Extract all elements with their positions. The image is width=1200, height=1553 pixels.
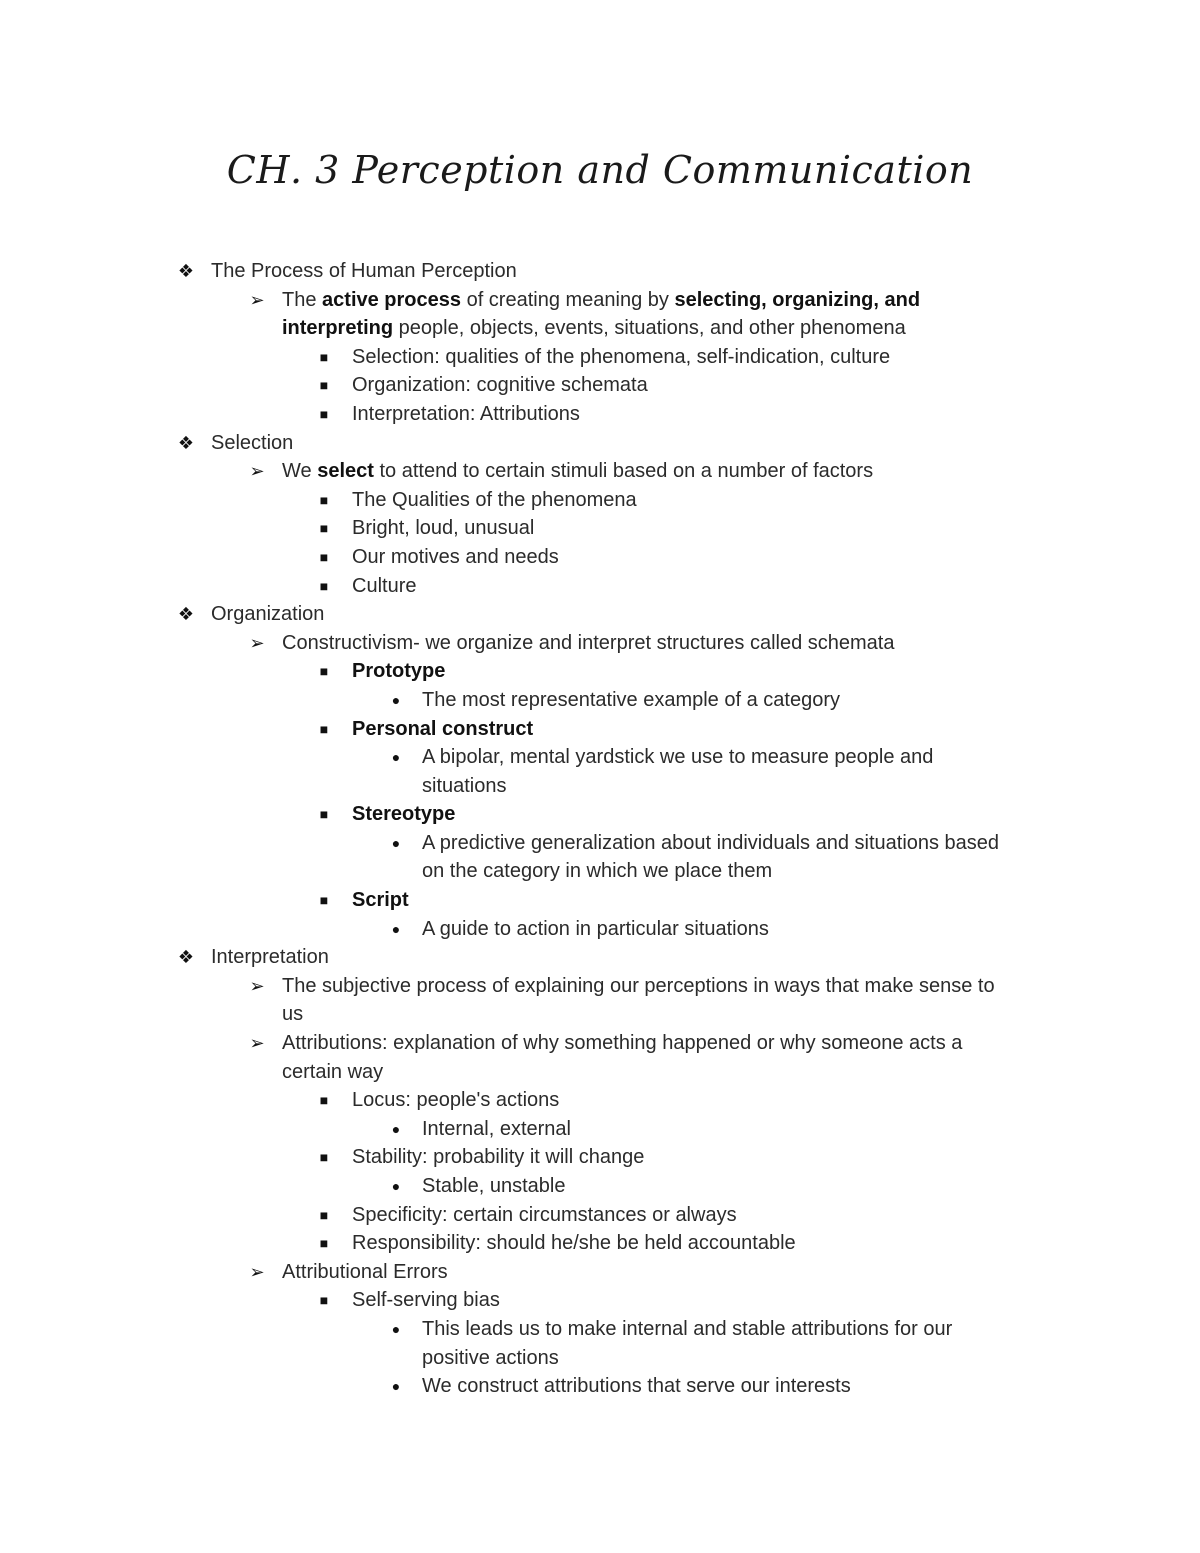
- dot-bullet-icon: ●: [391, 749, 401, 766]
- list-item: [0, 257, 1200, 286]
- list-item: ■ Our motives and needs: [0, 543, 1200, 572]
- dot-bullet-icon: ●: [391, 691, 401, 708]
- term: Prototype: [352, 660, 446, 683]
- list-item: [0, 429, 1200, 458]
- arrow-bullet-icon: ➢: [249, 632, 265, 653]
- square-bullet-icon: ■: [319, 520, 329, 537]
- diamond-bullet-icon: ❖: [177, 261, 195, 281]
- list-item: ● We construct attributions that serve our interests: [0, 1372, 1200, 1401]
- square-bullet-icon: ■: [319, 377, 329, 394]
- list-item: ■ Bright, loud, unusual: [0, 514, 1200, 543]
- list-item: ● A guide to action in particular situations: [0, 915, 1200, 944]
- square-bullet-icon: ■: [319, 892, 329, 909]
- list-item-continuation: on the category in which we place them: [422, 860, 773, 883]
- dot-bullet-icon: ●: [391, 834, 401, 851]
- list-item: [0, 800, 1200, 829]
- list-item: ■ Specificity: certain circumstances or always: [0, 1201, 1200, 1230]
- section-heading: The Process of Human Perception: [211, 260, 517, 282]
- list-item: [0, 457, 1200, 486]
- square-bullet-icon: ■: [319, 663, 329, 680]
- list-item: [0, 657, 1200, 686]
- diamond-bullet-icon: ❖: [177, 432, 195, 453]
- list-item: ■ The Qualities of the phenomena: [0, 486, 1200, 515]
- square-bullet-icon: ■: [319, 1235, 329, 1252]
- diamond-bullet-icon: ❖: [177, 604, 195, 625]
- list-item: ■ Self-serving bias: [0, 1286, 1200, 1315]
- list-item: ■ Responsibility: should he/she be held accountable: [0, 1229, 1200, 1258]
- definition-text: interpreting people, objects, events, situations, and other phenomena: [282, 317, 906, 340]
- square-bullet-icon: ■: [319, 1092, 329, 1109]
- square-bullet-icon: ■: [319, 720, 329, 737]
- square-bullet-icon: ■: [319, 1292, 329, 1309]
- list-item: ■ Locus: people's actions: [0, 1086, 1200, 1115]
- list-item: ■ Selection: qualities of the phenomena, self-indication, culture: [0, 343, 1200, 372]
- arrow-bullet-icon: ➢: [249, 289, 265, 310]
- list-item: [0, 886, 1200, 915]
- page-title: CH. 3 Perception and Communication: [226, 148, 974, 192]
- list-item: ➢ Constructivism- we organize and interpret structures called schemata: [0, 629, 1200, 658]
- dot-bullet-icon: ●: [391, 1178, 401, 1194]
- term: Script: [352, 889, 409, 912]
- list-item: [0, 600, 1200, 629]
- list-item: ● This leads us to make internal and stable attributions for our: [0, 1315, 1200, 1344]
- list-item: [0, 943, 1200, 972]
- list-item-continuation: positive actions: [422, 1346, 559, 1369]
- arrow-bullet-icon: ➢: [249, 1033, 265, 1054]
- outline: [0, 257, 1200, 1401]
- arrow-bullet-icon: ➢: [249, 975, 265, 996]
- list-item: ➢ Attributions: explanation of why something happened or why someone acts a: [0, 1029, 1200, 1058]
- square-bullet-icon: ■: [319, 348, 329, 365]
- section-heading: Organization: [211, 603, 325, 626]
- term: Stereotype: [352, 803, 456, 826]
- term: Personal construct: [352, 717, 534, 740]
- list-item: [0, 286, 1200, 315]
- definition-text: The active process of creating meaning by selecting, organizing, and: [282, 288, 921, 311]
- square-bullet-icon: ■: [319, 548, 329, 565]
- arrow-bullet-icon: ➢: [249, 461, 265, 482]
- list-item: ■ Stability: probability it will change: [0, 1143, 1200, 1172]
- list-item-continuation: situations: [422, 774, 507, 797]
- square-bullet-icon: ■: [319, 491, 329, 508]
- dot-bullet-icon: ●: [391, 920, 401, 937]
- square-bullet-icon: ■: [319, 1206, 329, 1223]
- square-bullet-icon: ■: [319, 1149, 329, 1166]
- arrow-bullet-icon: ➢: [249, 1261, 265, 1282]
- list-item: ● A bipolar, mental yardstick we use to measure people and: [0, 743, 1200, 772]
- list-item: ● The most representative example of a category: [0, 686, 1200, 715]
- list-item: ■ Culture: [0, 572, 1200, 601]
- list-item: ● Internal, external: [0, 1115, 1200, 1144]
- list-item: ➢ Attributional Errors: [0, 1258, 1200, 1287]
- dot-bullet-icon: ●: [391, 1120, 401, 1137]
- dot-bullet-icon: ●: [391, 1320, 401, 1337]
- list-item: ■ Interpretation: Attributions: [0, 400, 1200, 429]
- list-item-continuation: certain way: [282, 1060, 384, 1083]
- dot-bullet-icon: ●: [391, 1378, 401, 1395]
- diamond-bullet-icon: ❖: [177, 947, 195, 968]
- list-item-continuation: [0, 314, 1200, 343]
- section-heading: Selection: [211, 431, 294, 454]
- list-item: ● Stable, unstable: [0, 1172, 1200, 1201]
- list-item: [0, 715, 1200, 744]
- square-bullet-icon: ■: [319, 405, 329, 422]
- square-bullet-icon: ■: [319, 806, 329, 823]
- list-item: ■ Organization: cognitive schemata: [0, 371, 1200, 400]
- definition-text: We select to attend to certain stimuli based on a number of factors: [282, 460, 874, 483]
- list-item: ● A predictive generalization about individuals and situations based: [0, 829, 1200, 858]
- section-heading: Interpretation: [211, 946, 329, 969]
- list-item-continuation: us: [282, 1003, 304, 1026]
- list-item: ➢ The subjective process of explaining our perceptions in ways that make sense to: [0, 972, 1200, 1001]
- square-bullet-icon: ■: [319, 577, 329, 594]
